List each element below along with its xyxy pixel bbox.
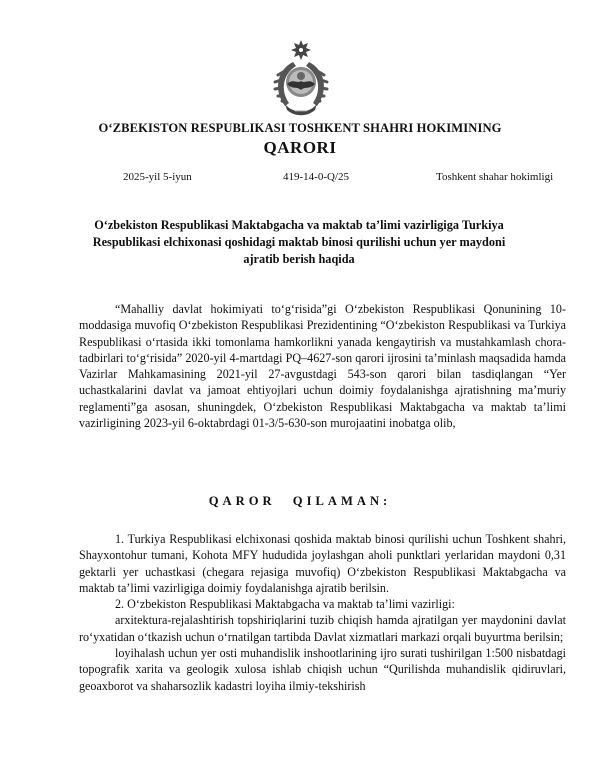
decision-paragraph-1: 1. Turkiya Respublikasi elchixonasi qoshida maktab binosi qurilishi uchun Toshkent shahri, Shayxontohur tumani, Kohota MFY hududida joylashgan aholi punktlari yerlaridan maydoni 0,31 gektarli yer uchastkasi (chegara rejasiga muvofiq) O‘zbekiston Respublikasi Maktabgacha va maktab ta’limi vazirligiga doimiy foydalanishga ajratib berilsin. [79, 532, 566, 595]
decisions [79, 531, 566, 694]
preamble-paragraph: “Mahalliy davlat hokimiyati to‘g‘risida”gi O‘zbekiston Respublikasi Qonunining 10-moddasiga muvofiq O‘zbekiston Respublikasi Prezidentining “O‘zbekiston Respublikasi va Turkiya Respublikasi o‘rtasida ikki tomonlama hamkorlikni yanada kengaytirish va mustahkamlash chora-tadbirlari to‘g‘risida” 2020-yil 4-martdagi PQ–4627-son qarori ijrosini ta’minlash maqsadida hamda Vazirlar Mahkamasining 2021-yil 27-avgustdagi 543-son qarori bilan tasdiqlangan “Yer uchastkalarini davlat va jamoat ehtiyojlari uchun doimiy foydalanishga ajratishning ma’muriy reglamenti”ga asosan, shuningdek, O‘zbekiston Respublikasi Maktabgacha va maktab ta’limi vazirligining 2023-yil 6-oktabrdagi 01-3/5-630-son murojaatini inobatga olib, [79, 302, 566, 431]
decision-paragraph-4: loyihalash uchun yer osti muhandislik inshootlarining ijro surati tushirilgan 1:500 nisbatdagi topografik xarita va geologik xulosa ishlab chiqish uchun “Qurilishda muhandislik qidiruvlari, geoaxborot va shaharsozlik kadastri loyiha ilmiy-tekshirish [79, 646, 566, 693]
document-title: O‘zbekiston Respublikasi Maktabgacha va maktab ta’limi vazirligiga Turkiya Respublikasi elchixonasi qoshidagi maktab binosi qurilishi uchun yer maydoni ajratib berish haqida [92, 218, 506, 266]
issuer-name: Toshkent shahar hokimligi [436, 171, 554, 183]
decision-heading: QAROR QILAMAN: [208, 494, 392, 508]
organization-name: O‘ZBEKISTON RESPUBLIKASI TOSHKENT SHAHRI HOKIMINING [98, 121, 502, 135]
preamble [79, 301, 566, 431]
decree-date: 2025-yil 5-iyun [123, 171, 192, 183]
decision-paragraph-2: 2. O‘zbekiston Respublikasi Maktabgacha va maktab ta’limi vazirligi: [115, 597, 455, 612]
decision-paragraph-3: arxitektura-rejalashtirish topshiriqlarini tuzib chiqish hamda ajratilgan yer maydonini davlat ro‘yxatidan o‘tkazish uchun o‘rnatilgan tartibda Davlat xizmatlari markazi orqali buyurtma berilsin; [79, 613, 566, 644]
decree-number: 419-14-0-Q/25 [283, 171, 349, 183]
document-type: QARORI [263, 138, 337, 157]
coat-of-arms-emblem [271, 40, 331, 116]
